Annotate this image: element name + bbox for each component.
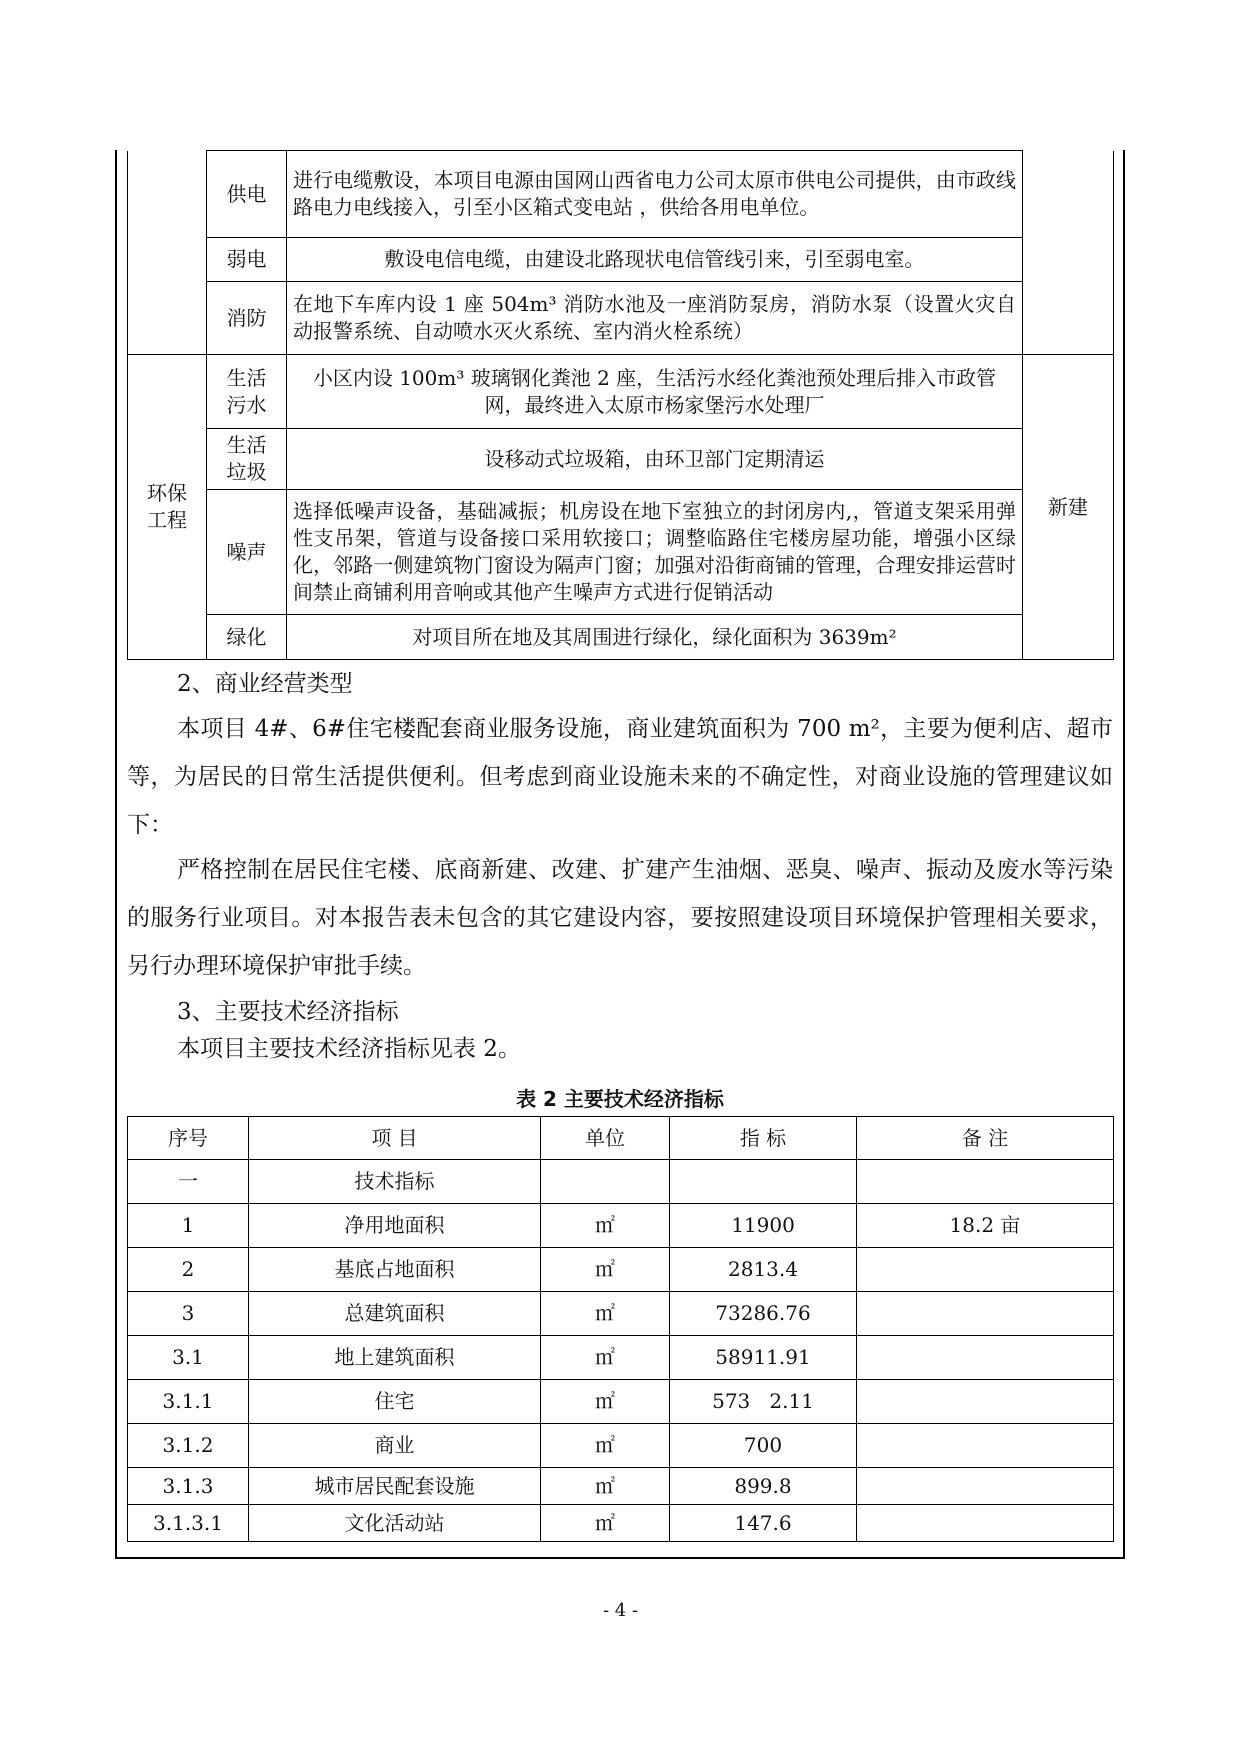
technical-indicators-table — [127, 1116, 1114, 1542]
category-cell-empty — [128, 151, 207, 355]
table-header-row — [128, 1117, 1114, 1160]
cell: 3.1.3 — [128, 1468, 249, 1505]
cell — [857, 1336, 1114, 1380]
section-3-paragraph-1: 本项目主要技术经济指标见表 2。 — [177, 1036, 521, 1062]
cell: 18.2 亩 — [857, 1204, 1114, 1248]
table-row — [128, 1468, 1114, 1505]
cell: 商业 — [249, 1424, 541, 1468]
table-row — [128, 1424, 1114, 1468]
table-row — [128, 1292, 1114, 1336]
cell — [857, 1380, 1114, 1424]
cell: 2 — [128, 1248, 249, 1292]
cell: 573 2.11 — [670, 1380, 857, 1424]
unit-cell: ㎡ — [541, 1468, 670, 1505]
item-cell: 生活污水 — [207, 355, 287, 429]
header-cell: 单位 — [541, 1117, 670, 1160]
unit-cell: ㎡ — [541, 1380, 670, 1424]
table-row — [128, 151, 1114, 238]
cell: 147.6 — [670, 1505, 857, 1542]
cell: 3.1.2 — [128, 1424, 249, 1468]
table-row — [128, 1248, 1114, 1292]
table-row — [128, 615, 1114, 660]
cell — [857, 1248, 1114, 1292]
status-cell: 新建 — [1023, 355, 1114, 660]
desc-cell: 对项目所在地及其周围进行绿化，绿化面积为 3639m² — [287, 615, 1023, 660]
item-cell: 消防 — [207, 282, 287, 355]
header-cell: 备 注 — [857, 1117, 1114, 1160]
category-cell: 环保工程 — [128, 355, 207, 660]
cell — [857, 1468, 1114, 1505]
cell — [857, 1160, 1114, 1204]
unit-cell: ㎡ — [541, 1424, 670, 1468]
cell: 地上建筑面积 — [249, 1336, 541, 1380]
cell: 2813.4 — [670, 1248, 857, 1292]
table-row — [128, 1160, 1114, 1204]
unit-cell: ㎡ — [541, 1336, 670, 1380]
cell — [857, 1424, 1114, 1468]
status-cell-empty — [1023, 151, 1114, 355]
cell: 73286.76 — [670, 1292, 857, 1336]
cell — [857, 1505, 1114, 1542]
table-row — [128, 1204, 1114, 1248]
item-cell: 绿化 — [207, 615, 287, 660]
table-2-caption: 表 2 主要技术经济指标 — [516, 1087, 724, 1111]
cell — [857, 1292, 1114, 1336]
cell: 技术指标 — [249, 1160, 541, 1204]
desc-cell: 设移动式垃圾箱，由环卫部门定期清运 — [287, 429, 1023, 490]
cell: 899.8 — [670, 1468, 857, 1505]
table-row — [128, 282, 1114, 355]
desc-cell: 在地下车库内设 1 座 504m³ 消防水池及一座消防泵房，消防水泵（设置火灾自动报警系统、自动喷水灭火系统、室内消火栓系统） — [287, 282, 1023, 355]
page-number: - 4 - — [602, 1600, 639, 1621]
item-cell: 供电 — [207, 151, 287, 238]
unit-cell: ㎡ — [541, 1505, 670, 1542]
table-row — [128, 429, 1114, 490]
section-2-paragraph-2: 严格控制在居民住宅楼、底商新建、改建、扩建产生油烟、恶臭、噪声、振动及废水等污染的服务行业项目。对本报告表未包含的其它建设内容，要按照建设项目环境保护管理相关要求，另行办理环境保护审批手续。 — [127, 857, 1113, 979]
desc-cell: 进行电缆敷设，本项目电源由国网山西省电力公司太原市供电公司提供，由市政线路电力电线接入，引至小区箱式变电站 ，供给各用电单位。 — [287, 151, 1023, 238]
cell: 1 — [128, 1204, 249, 1248]
cell: 住宅 — [249, 1380, 541, 1424]
header-cell: 序号 — [128, 1117, 249, 1160]
table-row — [128, 1505, 1114, 1542]
unit-cell: ㎡ — [541, 1292, 670, 1336]
cell: 3 — [128, 1292, 249, 1336]
desc-cell: 选择低噪声设备，基础减振；机房设在地下室独立的封闭房内,，管道支架采用弹性支吊架，管道与设备接口采用软接口；调整临路住宅楼房屋功能，增强小区绿化，邻路一侧建筑物门窗设为隔声门窗；加强对沿街商铺的管理，合理安排运营时间禁止商铺利用音响或其他产生噪声方式进行促销活动 — [287, 490, 1023, 615]
cell — [670, 1160, 857, 1204]
desc-cell: 敷设电信电缆，由建设北路现状电信管线引来，引至弱电室。 — [287, 238, 1023, 282]
item-cell: 弱电 — [207, 238, 287, 282]
section-3-heading: 3、主要技术经济指标 — [177, 999, 399, 1025]
cell: 城市居民配套设施 — [249, 1468, 541, 1505]
item-cell: 噪声 — [207, 490, 287, 615]
cell: 文化活动站 — [249, 1505, 541, 1542]
section-2-paragraph-1: 本项目 4#、6#住宅楼配套商业服务设施，商业建筑面积为 700 m²，主要为便利店、超市等，为居民的日常生活提供便利。但考虑到商业设施未来的不确定性，对商业设施的管理建议如下： — [127, 716, 1113, 838]
table-row — [128, 1336, 1114, 1380]
cell: 净用地面积 — [249, 1204, 541, 1248]
cell: 总建筑面积 — [249, 1292, 541, 1336]
cell: 700 — [670, 1424, 857, 1468]
header-cell: 项 目 — [249, 1117, 541, 1160]
project-components-table — [127, 150, 1114, 660]
item-cell: 生活垃圾 — [207, 429, 287, 490]
unit-cell: ㎡ — [541, 1248, 670, 1292]
cell: 3.1.3.1 — [128, 1505, 249, 1542]
section-2-heading: 2、商业经营类型 — [177, 671, 353, 697]
cell: 58911.91 — [670, 1336, 857, 1380]
table-row — [128, 490, 1114, 615]
table-row — [128, 355, 1114, 429]
header-cell: 指 标 — [670, 1117, 857, 1160]
cell: 3.1.1 — [128, 1380, 249, 1424]
desc-cell: 小区内设 100m³ 玻璃钢化粪池 2 座，生活污水经化粪池预处理后排入市政管网，最终进入太原市杨家堡污水处理厂 — [287, 355, 1023, 429]
table-row — [128, 1380, 1114, 1424]
unit-cell: ㎡ — [541, 1204, 670, 1248]
cell: 11900 — [670, 1204, 857, 1248]
cell: 基底占地面积 — [249, 1248, 541, 1292]
cell: 一 — [128, 1160, 249, 1204]
table-row — [128, 238, 1114, 282]
cell: 3.1 — [128, 1336, 249, 1380]
cell — [541, 1160, 670, 1204]
